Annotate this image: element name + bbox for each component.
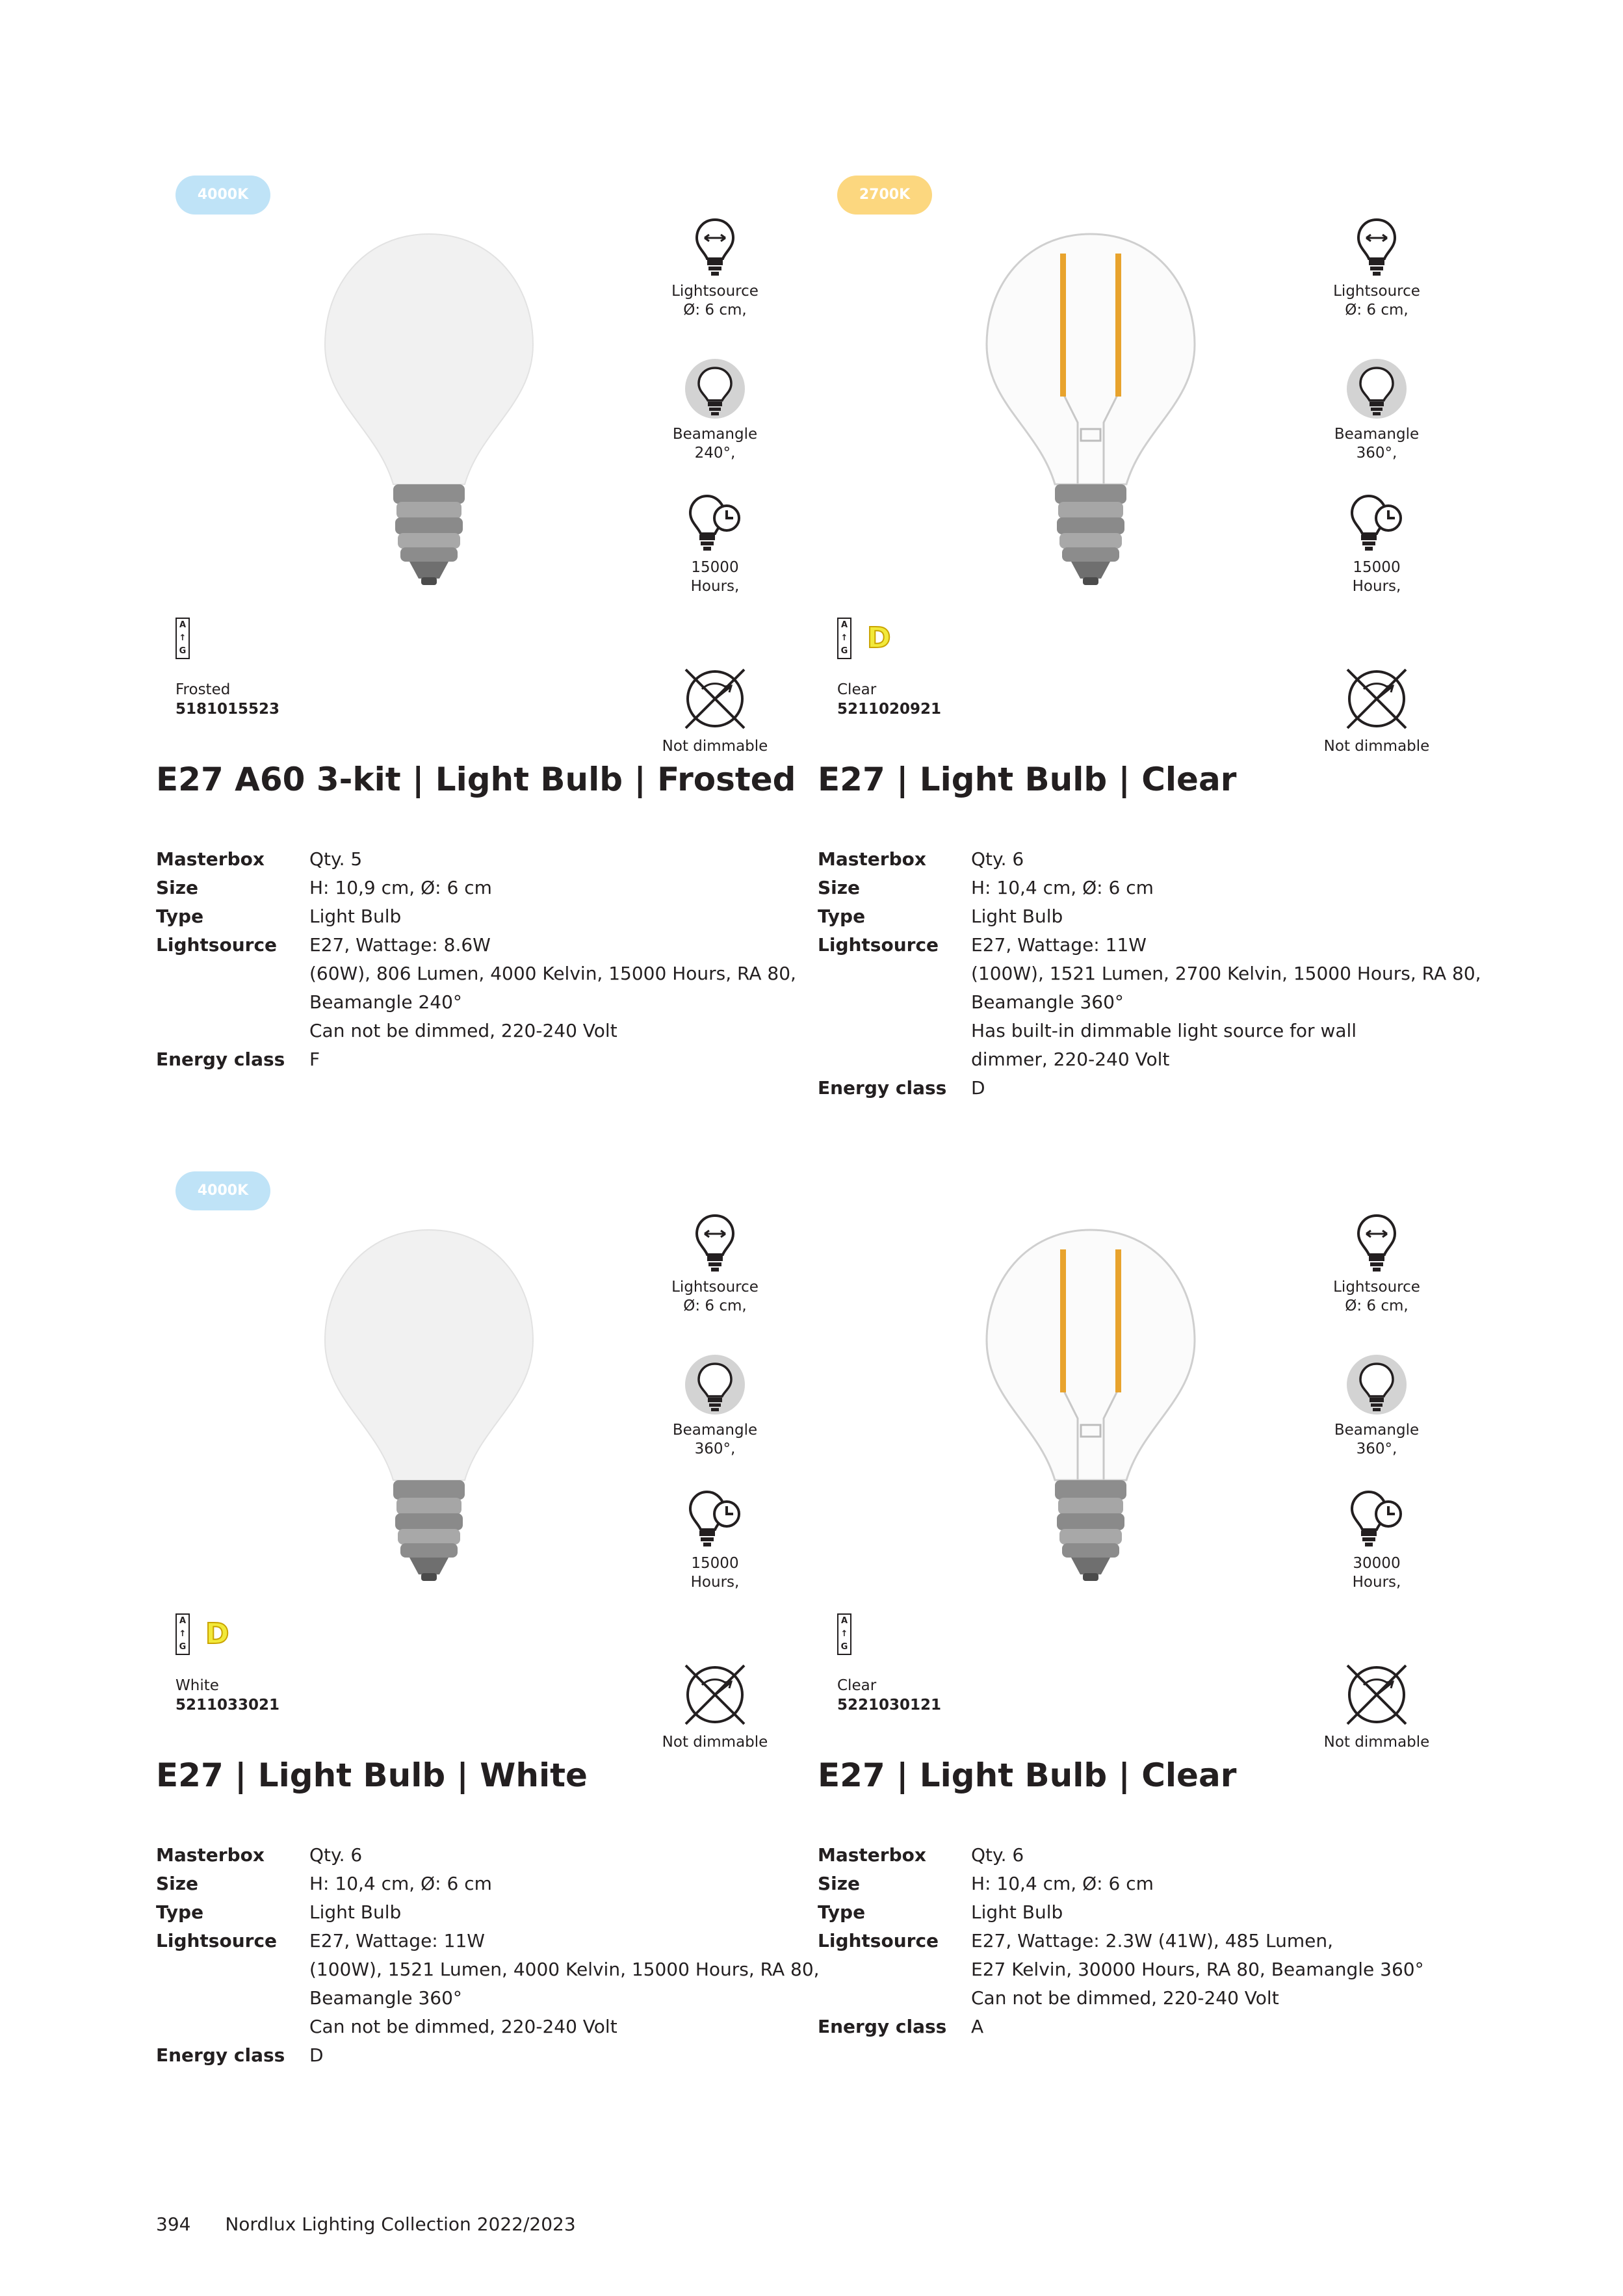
spec-value-line: H: 10,4 cm, Ø: 6 cm [971, 877, 1154, 898]
spec-value [309, 1927, 820, 2041]
spec-value-line: E27 Kelvin, 30000 Hours, RA 80, Beamangle 360° [971, 1959, 1424, 1980]
spec-hours [1312, 491, 1442, 596]
energy-label [837, 618, 922, 663]
spec-key: Masterbox [156, 848, 265, 870]
spec-key: Lightsource [818, 934, 939, 956]
spec-row [818, 1841, 1468, 1870]
spec-key: Energy class [156, 1049, 285, 1070]
spec-hours [650, 1487, 780, 1592]
page-footer [156, 2213, 576, 2235]
spec-dimmable-label: Not dimmable [662, 738, 768, 755]
spec-value-line: H: 10,9 cm, Ø: 6 cm [309, 877, 492, 898]
variant-info [837, 680, 941, 719]
beamangle-icon [1312, 358, 1442, 425]
energy-scale [175, 618, 190, 659]
spec-hours-label: Hours, [690, 1574, 740, 1591]
energy-class-letter: F [205, 621, 226, 655]
product-card [156, 176, 806, 1099]
spec-hours-label: Hours, [690, 578, 740, 595]
lifetime-hours-icon [650, 1487, 780, 1554]
spec-lightsource-label: Ø: 6 cm, [1345, 1298, 1409, 1314]
energy-scale-mark: A [179, 620, 187, 630]
spec-value-line: D [971, 1077, 985, 1099]
beamangle-icon [1312, 1353, 1442, 1421]
spec-value-line: Qty. 6 [971, 848, 1024, 870]
spec-beamangle-label: Beamangle [672, 426, 758, 443]
not-dimmable-icon [650, 1659, 780, 1733]
spec-value-line: Light Bulb [971, 906, 1063, 927]
finish-label: Clear [837, 1677, 877, 1694]
spec-value [309, 845, 806, 874]
spec-value-line: Qty. 5 [309, 848, 363, 870]
spec-beamangle-label: Beamangle [1334, 1422, 1420, 1439]
spec-dimmable-label: Not dimmable [662, 1734, 768, 1751]
energy-scale-mark: ↑ [179, 1629, 187, 1639]
energy-scale-mark: A [840, 620, 848, 630]
energy-scale-mark: ↑ [840, 633, 848, 643]
spec-beamangle [1312, 1353, 1442, 1459]
bulb-image [305, 1223, 552, 1587]
energy-scale-mark: ↑ [179, 633, 187, 643]
spec-key: Type [156, 1901, 204, 1923]
spec-lightsource-label: Ø: 6 cm, [683, 302, 747, 319]
spec-value [971, 1870, 1468, 1898]
spec-lightsource [650, 215, 780, 320]
spec-row [156, 1927, 820, 2041]
spec-lightsource-label: Ø: 6 cm, [1345, 302, 1409, 319]
spec-key: Energy class [818, 1077, 947, 1099]
spec-key: Lightsource [818, 1930, 939, 1951]
lightsource-diameter-icon [650, 1210, 780, 1278]
spec-hours-label: 15000 [691, 559, 739, 576]
energy-class-letter: A [867, 1617, 890, 1650]
bulb-base [1055, 1480, 1126, 1581]
spec-value [971, 845, 1468, 874]
spec-value-line: (100W), 1521 Lumen, 2700 Kelvin, 15000 Hours, RA 80, [971, 963, 1481, 984]
variant-info [175, 1676, 279, 1715]
product-title: E27 | Light Bulb | Clear [818, 761, 1237, 798]
color-temperature-badge: 4000K [175, 176, 270, 215]
spec-lightsource [1312, 1210, 1442, 1316]
spec-value-line: Has built-in dimmable light source for wall [971, 1020, 1357, 1041]
spec-value-line: dimmer, 220-240 Volt [971, 1049, 1170, 1070]
lightsource-diameter-icon [1312, 1210, 1442, 1278]
energy-scale-mark: ↑ [840, 1629, 848, 1639]
spec-table [156, 1841, 820, 2070]
spec-value-line: (100W), 1521 Lumen, 4000 Kelvin, 15000 Hours, RA 80, [309, 1959, 820, 1980]
spec-value-line: E27, Wattage: 11W [309, 1930, 485, 1951]
spec-lightsource-label: Ø: 6 cm, [683, 1298, 747, 1314]
spec-value-line: Light Bulb [309, 1901, 402, 1923]
spec-row [156, 1045, 806, 1074]
not-dimmable-icon [1312, 1659, 1442, 1733]
spec-value [309, 1898, 806, 1927]
spec-value-line: (60W), 806 Lumen, 4000 Kelvin, 15000 Hours, RA 80, [309, 963, 796, 984]
spec-dimmable-label: Not dimmable [1323, 1734, 1430, 1751]
spec-value-line: Light Bulb [309, 906, 402, 927]
finish-label: White [175, 1677, 219, 1694]
spec-value [309, 1045, 806, 1074]
spec-row [156, 1898, 806, 1927]
bulb-base [393, 484, 465, 585]
spec-value-line: Can not be dimmed, 220-240 Volt [971, 1987, 1279, 2009]
spec-value-line: E27, Wattage: 11W [971, 934, 1147, 956]
spec-row [818, 2013, 1468, 2041]
energy-scale-mark: G [179, 646, 187, 656]
spec-value-line: Can not be dimmed, 220-240 Volt [309, 2016, 617, 2037]
spec-value-line: Beamangle 240° [309, 991, 462, 1013]
spec-key: Lightsource [156, 934, 278, 956]
spec-table [156, 845, 806, 1074]
color-temperature-badge: 2700K [837, 176, 932, 215]
spec-key: Masterbox [156, 1844, 265, 1866]
spec-beamangle-label: Beamangle [672, 1422, 758, 1439]
spec-value-line: Can not be dimmed, 220-240 Volt [309, 1020, 617, 1041]
spec-beamangle-label: 360°, [1356, 445, 1397, 462]
spec-row [818, 1870, 1468, 1898]
item-number: 5211033021 [175, 1697, 280, 1714]
spec-value-line: E27, Wattage: 8.6W [309, 934, 491, 956]
bulb-base [1055, 484, 1126, 585]
bulb-image [305, 228, 552, 592]
lightsource-diameter-icon [650, 215, 780, 282]
spec-dimmable [650, 1659, 780, 1752]
spec-row [156, 2041, 806, 2070]
spec-dimmable [1312, 1659, 1442, 1752]
item-number: 5181015523 [175, 701, 280, 718]
spec-row [156, 902, 806, 931]
spec-hours-label: 15000 [691, 1555, 739, 1572]
variant-info [837, 1676, 941, 1715]
spec-hours-label: Hours, [1352, 578, 1401, 595]
spec-lightsource-label: Lightsource [1333, 1279, 1420, 1296]
spec-value [309, 874, 806, 902]
spec-row [818, 902, 1468, 931]
energy-scale [837, 618, 851, 659]
spec-value-line: A [971, 2016, 984, 2037]
spec-value [309, 1870, 806, 1898]
energy-label [837, 1613, 922, 1659]
energy-scale [175, 1613, 190, 1655]
lifetime-hours-icon [650, 491, 780, 558]
spec-row [156, 845, 806, 874]
spec-value [971, 1074, 1468, 1102]
lifetime-hours-icon [1312, 1487, 1442, 1554]
spec-row [818, 1898, 1468, 1927]
spec-value-line: Light Bulb [971, 1901, 1063, 1923]
spec-hours-label: 30000 [1353, 1555, 1401, 1572]
spec-value-line: D [309, 2044, 324, 2066]
spec-value-line: Qty. 6 [309, 1844, 363, 1866]
spec-row [156, 1870, 806, 1898]
spec-dimmable [650, 663, 780, 756]
spec-value [971, 874, 1468, 902]
spec-key: Size [156, 877, 199, 898]
energy-scale-mark: A [840, 1616, 848, 1626]
item-number: 5211020921 [837, 701, 942, 718]
spec-key: Size [818, 877, 861, 898]
spec-key: Type [818, 1901, 866, 1923]
energy-scale-mark: G [179, 1642, 187, 1652]
spec-value [971, 1841, 1468, 1870]
spec-value-line: H: 10,4 cm, Ø: 6 cm [971, 1873, 1154, 1894]
spec-value [309, 2041, 806, 2070]
product-title: E27 | Light Bulb | Clear [818, 1756, 1237, 1794]
page-number: 394 [156, 2213, 191, 2235]
item-number: 5221030121 [837, 1697, 942, 1714]
spec-value [971, 902, 1468, 931]
spec-table [818, 845, 1481, 1102]
spec-key: Size [156, 1873, 199, 1894]
spec-value [309, 902, 806, 931]
beamangle-icon [650, 358, 780, 425]
spec-beamangle-label: 360°, [1356, 1441, 1397, 1457]
spec-lightsource [1312, 215, 1442, 320]
spec-row [818, 845, 1468, 874]
energy-scale-mark: G [840, 1642, 848, 1652]
catalog-title: Nordlux Lighting Collection 2022/2023 [225, 2213, 576, 2235]
lifetime-hours-icon [1312, 491, 1442, 558]
product-card [818, 176, 1481, 1099]
spec-dimmable [1312, 663, 1442, 756]
energy-label [175, 1613, 260, 1659]
spec-key: Lightsource [156, 1930, 278, 1951]
color-temperature-badge: 4000K [175, 1171, 270, 1210]
energy-scale-mark: G [840, 646, 848, 656]
spec-lightsource-label: Lightsource [1333, 283, 1420, 300]
spec-value-line: E27, Wattage: 2.3W (41W), 485 Lumen, [971, 1930, 1334, 1951]
spec-row [156, 874, 806, 902]
spec-hours [1312, 1487, 1442, 1592]
spec-key: Size [818, 1873, 861, 1894]
product-card [156, 1171, 820, 2094]
spec-hours [650, 491, 780, 596]
spec-key: Type [156, 906, 204, 927]
spec-value-line: F [309, 1049, 320, 1070]
energy-scale-mark: A [179, 1616, 187, 1626]
lightsource-diameter-icon [1312, 215, 1442, 282]
product-card [818, 1171, 1468, 2094]
spec-value [309, 1841, 806, 1870]
energy-scale [837, 1613, 851, 1655]
spec-table [818, 1841, 1468, 2041]
finish-label: Clear [837, 681, 877, 698]
spec-hours-label: 15000 [1353, 559, 1401, 576]
product-title: E27 A60 3-kit | Light Bulb | Frosted [156, 761, 796, 798]
spec-beamangle [650, 1353, 780, 1459]
finish-label: Frosted [175, 681, 231, 698]
spec-value-line: Beamangle 360° [971, 991, 1124, 1013]
spec-row [818, 931, 1481, 1074]
spec-lightsource-label: Lightsource [671, 1279, 759, 1296]
spec-beamangle-label: Beamangle [1334, 426, 1420, 443]
spec-row [156, 1841, 806, 1870]
spec-value-line: Beamangle 360° [309, 1987, 462, 2009]
spec-dimmable-label: Not dimmable [1323, 738, 1430, 755]
spec-row [818, 874, 1468, 902]
spec-lightsource [650, 1210, 780, 1316]
energy-class-letter: D [867, 621, 891, 655]
spec-value [309, 931, 806, 1045]
spec-row [156, 931, 806, 1045]
not-dimmable-icon [1312, 663, 1442, 737]
bulb-image [967, 228, 1214, 592]
spec-beamangle-label: 360°, [694, 1441, 736, 1457]
product-title: E27 | Light Bulb | White [156, 1756, 588, 1794]
spec-beamangle [650, 358, 780, 463]
spec-value [971, 2013, 1468, 2041]
spec-beamangle-label: 240°, [694, 445, 736, 462]
bulb-image [967, 1223, 1214, 1587]
spec-key: Masterbox [818, 848, 926, 870]
spec-value [971, 1927, 1468, 2013]
spec-row [818, 1074, 1468, 1102]
spec-value-line: H: 10,4 cm, Ø: 6 cm [309, 1873, 492, 1894]
spec-value-line: Qty. 6 [971, 1844, 1024, 1866]
variant-info [175, 680, 279, 719]
spec-key: Energy class [156, 2044, 285, 2066]
energy-label [175, 618, 260, 663]
spec-hours-label: Hours, [1352, 1574, 1401, 1591]
spec-value [971, 1898, 1468, 1927]
spec-key: Energy class [818, 2016, 947, 2037]
spec-row [818, 1927, 1468, 2013]
spec-key: Masterbox [818, 1844, 926, 1866]
spec-key: Type [818, 906, 866, 927]
spec-lightsource-label: Lightsource [671, 283, 759, 300]
spec-value [971, 931, 1481, 1074]
not-dimmable-icon [650, 663, 780, 737]
spec-beamangle [1312, 358, 1442, 463]
bulb-base [393, 1480, 465, 1581]
beamangle-icon [650, 1353, 780, 1421]
energy-class-letter: D [205, 1617, 229, 1650]
